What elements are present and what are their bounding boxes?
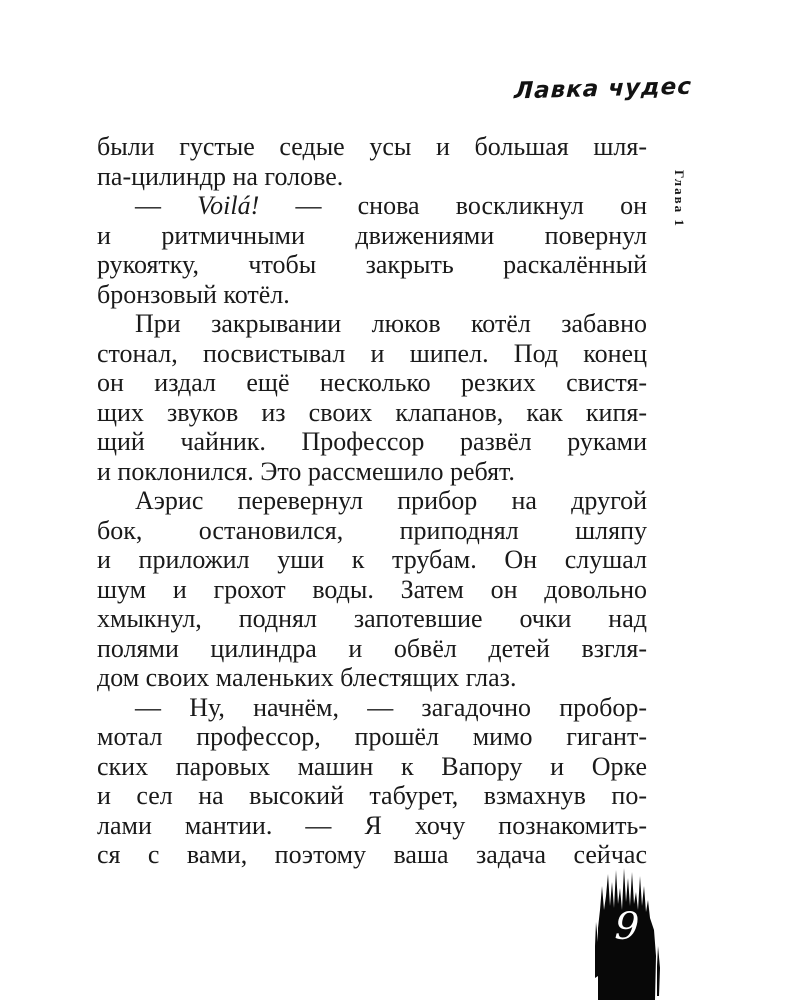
- text-line: и ритмичными движениями повернул: [97, 220, 647, 250]
- text-line: стонал, посвистывал и шипел. Под конец: [97, 338, 647, 368]
- chapter-marker: Глава 1: [672, 170, 687, 228]
- text-line: были густые седые усы и большая шля-: [97, 132, 647, 161]
- ink-brush-decoration: [592, 866, 662, 1000]
- text-line: бронзовый котёл.: [97, 279, 290, 309]
- text-line: и сел на высокий табурет, взмахнув по-: [97, 781, 647, 810]
- text-line: щих звуков из своих клапанов, как кипя-: [97, 397, 647, 427]
- text-line: ся с вами, поэтому ваша задача сейчас: [97, 840, 647, 869]
- text-line: и приложил уши к трубам. Он слушал: [97, 545, 647, 574]
- text-line: па-цилиндр на голове.: [97, 161, 344, 191]
- text-line: лами мантии. — Я хочу познакомить-: [97, 810, 647, 840]
- page-number: 9: [613, 903, 641, 949]
- text-line: — Voilá! — снова воскликнул он: [135, 191, 647, 220]
- text-line: и поклонился. Это рассмешило ребят.: [97, 456, 515, 486]
- text-line: шум и грохот воды. Затем он довольно: [97, 574, 647, 604]
- text-line: он издал ещё несколько резких свистя-: [97, 368, 647, 397]
- text-line: дом своих маленьких блестящих глаз.: [97, 663, 517, 692]
- body-text: [97, 132, 647, 870]
- text-line: рукоятку, чтобы закрыть раскалённый: [97, 250, 647, 279]
- text-line: бок, остановился, приподнял шляпу: [97, 515, 647, 545]
- text-line: полями цилиндра и обвёл детей взгля-: [97, 633, 647, 663]
- text-line: ских паровых машин к Вапору и Орке: [97, 751, 647, 781]
- text-line: — Ну, начнём, — загадочно пробор-: [135, 692, 647, 722]
- text-line: хмыкнул, поднял запотевшие очки над: [97, 604, 647, 633]
- text-line: При закрывании люков котёл забавно: [135, 309, 647, 338]
- page-header-title: Лавка чудес: [513, 73, 693, 105]
- text-line: мотал профессор, прошёл мимо гигант-: [97, 722, 647, 751]
- text-line: щий чайник. Профессор развёл руками: [97, 427, 647, 456]
- text-line: Аэрис перевернул прибор на другой: [135, 486, 647, 515]
